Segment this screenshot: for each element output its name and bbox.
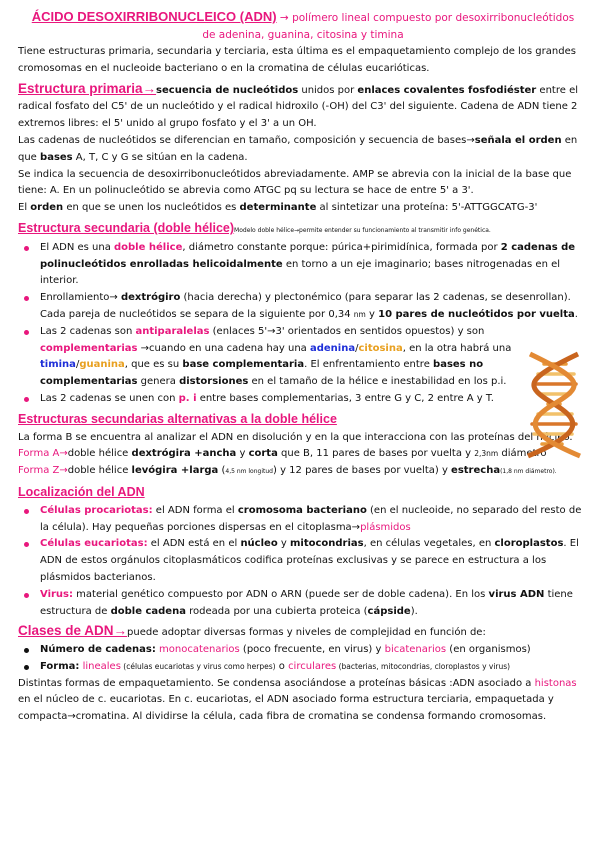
alternativas-paragraph-2: Forma A→doble hélice dextrógira +ancha y corta que B, 11 pares de bases por vuelta y 2,3nm diámetro [18,448,547,460]
bullet-icon [24,397,29,402]
page-title: ÁCIDO DESOXIRRIBONUCLEICO (ADN) [31,9,277,24]
secundaria-note: Modelo doble hélice→permite entender su funcionamiento al transmitir info genética. [234,226,491,234]
primaria-paragraph-1: Estructura primaria→secuencia de nucleótidos unidos por enlaces covalentes fosfodiéster entre el radical fosfato del C5' de un nucleótido y el radical hidroxilo (-OH) del C3' del siguiente. Cadena de ADN tiene 2 extremos libres: el 5' unido al grupo fosfato y el 3' a un OH. [18,80,578,130]
localizacion-heading: Localización del ADN [18,484,145,499]
alternativas-heading: Estructuras secundarias alternativas a la doble hélice [18,411,337,426]
bullet-icon [24,330,29,335]
bullet-icon [24,246,29,251]
clases-heading: Clases de ADN→ [18,623,128,639]
primaria-paragraph-4: El orden en que se unen los nucleótidos es determinante al sintetizar una proteína: 5'-ATTGGCATG-3' [18,202,538,214]
bullet-icon [24,648,29,653]
clases-paragraph: Distintas formas de empaquetamiento. Se condensa asociándose a proteínas básicas :ADN asociado a histonas en el núcleo de c. eucariotas. En c. eucariotas, el ADN asociado forma estructura terciaria, empaquetada y compacta→cromatina. Al dividirse la célula, cada fibra de cromatina se condensa formando cromosomas. [18,677,577,723]
primaria-paragraph-2: Las cadenas de nucleótidos se diferencian en tamaño, composición y secuencia de bases→señala el orden en que bases A, T, C y G se sitúan en la cadena. [18,134,578,163]
list-item: Las 2 cadenas son antiparalelas (enlaces 5'→3' orientados en sentidos opuestos) y son complementarias →cuando en una cadena hay una adenina/citosina, en la otra habrá una timina/guanina, que es su base complementaria. El enfrentamiento entre bases no complementarias genera distorsiones en el tamaño de la hélice e inestabilidad en los p.i. [18,324,530,391]
primaria-heading: Estructura primaria→ [18,80,157,96]
title-line-2: de adenina, guanina, citosina y timina [202,29,404,41]
list-item: El ADN es una doble hélice, diámetro constante porque: púrica+pirimidínica, formada por 2 cadenas de polinucleótidos enrolladas helicoidalmente en torno a un eje imaginario; bases nitrogenadas en el interior. [18,240,588,290]
bullet-icon [24,665,29,670]
clases-list [18,642,588,676]
list-item: Células procariotas: el ADN forma el cromosoma bacteriano (en el nucleoide, no separado del resto de la célula). Hay pequeñas porciones dispersas en el citoplasma→plásmidos [18,503,588,537]
alternativas-paragraph-1: La forma B se encuentra al analizar el ADN en disolución y en la que interacciona con las proteínas del núcleo. [18,431,573,443]
primaria-paragraph-3: Se indica la secuencia de desoxirribonucleótidos abreviadamente. AMP se abrevia con la inicial de la base que tiene: A. En un polinucleótido se abrevia como ATGC pq su lectura se hace de entre 5' a 3'. [18,168,572,197]
list-item: Células eucariotas: el ADN está en el núcleo y mitocondrias, en células vegetales, en cloroplastos. El ADN de estos orgánulos citoplasmáticos codifica proteínas exclusivas y se parece en estructura a los plásmidos bacterianos. [18,536,588,586]
list-item: Enrollamiento→ dextrógiro (hacia derecha) y plectonémico (para separar las 2 cadenas, se desenrollan). Cada pareja de nucleótidos se separa de la siguiente por 0,34 nm y 10 pares de nucleótidos por vuelta. [18,290,588,324]
secundaria-heading: Estructura secundaria (doble hélice) [18,220,235,235]
localizacion-heading-line [18,484,588,503]
list-item: Forma: lineales (células eucariotas y virus como herpes) o circulares (bacterias, mitocondrias, cloroplastos y virus) [18,659,588,676]
intro-paragraph: Tiene estructuras primaria, secundaria y terciaria, esta última es el empaquetamiento complejo de los grandes cromosomas en el nucleoide bacteriano o en la cromatina de células eucarióticas. [18,46,576,74]
list-item: Las 2 cadenas se unen con p. i entre bases complementarias, 3 entre G y C, 2 entre A y T. [18,391,530,408]
bullet-icon [24,542,29,547]
bullet-icon [24,509,29,514]
bullet-icon [24,296,29,301]
clases-heading-line: Clases de ADN→puede adoptar diversas formas y niveles de complejidad en función de: [18,623,486,639]
alternativas-paragraph-3: Forma Z→doble hélice levógira +larga (4,5 nm longitud) y 12 pares de bases por vuelta) y estrecha(1,8 nm diámetro). [18,465,557,477]
dna-helix-icon [514,350,594,460]
title-line-1 [18,8,588,27]
localizacion-list [18,503,588,621]
list-item: Virus: material genético compuesto por ADN o ARN (puede ser de doble cadena). En los virus ADN tiene estructura de doble cadena rodeada por una cubierta proteica (cápside). [18,587,588,621]
alternativas-heading-line [18,411,588,430]
secundaria-list [18,240,588,408]
list-item: Número de cadenas: monocatenarios (poco frecuente, en virus) y bicatenarios (en organismos) [18,642,588,659]
bullet-icon [24,593,29,598]
secundaria-heading-line [18,220,588,240]
title-description: → polímero lineal compuesto por desoxirribonucleótidos [276,12,575,24]
